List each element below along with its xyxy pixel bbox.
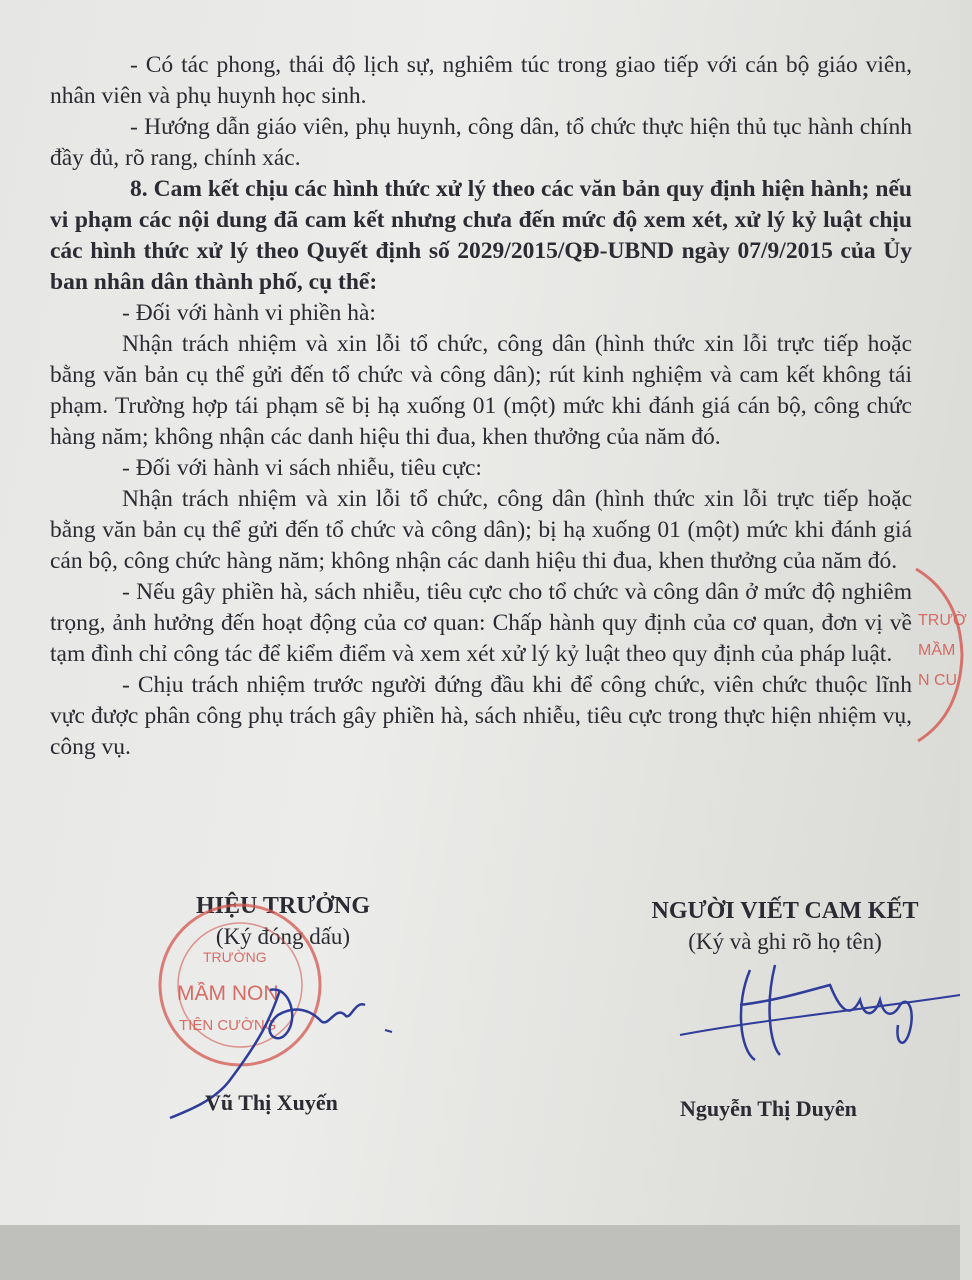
- paragraph-serious: - Nếu gây phiền hà, sách nhiễu, tiêu cực cho tổ chức và công dân ở mức độ nghiêm trọng, ảnh hưởng đến hoạt động của cơ quan: Chấp hành quy định của cơ quan, đơn vị về tạm đình chỉ công tác để kiểm điểm và xem xét xử lý kỷ luật theo quy định của pháp luật.: [50, 579, 912, 667]
- author-title: NGƯỜI VIẾT CAM KẾT: [651, 898, 919, 924]
- partial-stamp-right: [912, 565, 972, 745]
- svg-text:TIÊN CƯỜNG: TIÊN CƯỜNG: [179, 1017, 277, 1034]
- paragraph-nuisance-body: Nhận trách nhiệm và xin lỗi tổ chức, công dân (hình thức xin lỗi trực tiếp hoặc bằng văn bản cụ thể gửi đến tổ chức và công dân); rút kinh nghiệm và cam kết không tái phạm. Trường hợp tái phạm sẽ bị hạ xuống 01 (một) mức khi đánh giá cán bộ, công chức hàng năm; không nhận các danh hiệu thi đua, khen thưởng của năm đó.: [50, 331, 912, 450]
- svg-text:N CU: N CU: [918, 672, 958, 689]
- author-name: Nguyễn Thị Duyên: [680, 1096, 857, 1121]
- section-8-heading: 8. Cam kết chịu các hình thức xử lý theo các văn bản quy định hiện hành; nếu vi phạm các nội dung đã cam kết nhưng chưa đến mức độ xem xét, xử lý kỷ luật chịu các hình thức xử lý theo Quyết định số 2029/2015/QĐ-UBND ngày 07/9/2015 của Ủy ban nhân dân thành phố, cụ thể:: [50, 176, 912, 295]
- svg-text:TRƯỜNG: TRƯỜNG: [203, 949, 267, 965]
- paragraph-guidance: - Hướng dẫn giáo viên, phụ huynh, công dân, tổ chức thực hiện thủ tục hành chính đầy đủ, rõ rang, chính xác.: [50, 114, 912, 171]
- svg-text:MẦM NON: MẦM NON: [177, 982, 279, 1005]
- paragraph-nuisance-heading: - Đối với hành vi phiền hà:: [122, 300, 376, 326]
- svg-text:TRƯỜ: TRƯỜ: [918, 612, 967, 629]
- svg-text:MẦM: MẦM: [918, 642, 956, 659]
- paragraph-harassment-heading: - Đối với hành vi sách nhiễu, tiêu cực:: [122, 455, 482, 481]
- paragraph-harassment-body: Nhận trách nhiệm và xin lỗi tổ chức, công dân (hình thức xin lỗi trực tiếp hoặc bằng văn bản cụ thể gửi đến tổ chức và công dân); bị hạ xuống 01 (một) mức khi đánh giá cán bộ, công chức hàng năm; không nhận các danh hiệu thi đua, khen thưởng của năm đó.: [50, 486, 912, 574]
- author-subtitle: (Ký và ghi rõ họ tên): [688, 929, 882, 954]
- document-body: [50, 50, 912, 763]
- author-signature: [680, 950, 960, 1080]
- principal-name: Vũ Thị Xuyến: [205, 1090, 338, 1115]
- principal-subtitle: (Ký đóng dấu): [215, 924, 351, 949]
- paragraph-responsibility: - Chịu trách nhiệm trước người đứng đầu khi để công chức, viên chức thuộc lĩnh vực được phân công phụ trách gây phiền hà, sách nhiễu, tiêu cực trong thực hiện nhiệm vụ, công vụ.: [50, 672, 912, 760]
- page-bottom-edge: [0, 1225, 960, 1280]
- paragraph-conduct: - Có tác phong, thái độ lịch sự, nghiêm túc trong giao tiếp với cán bộ giáo viên, nhân viên và phụ huynh học sinh.: [50, 52, 912, 109]
- author-signature-block: [615, 898, 955, 955]
- principal-title: HIỆU TRƯỞNG: [195, 893, 371, 919]
